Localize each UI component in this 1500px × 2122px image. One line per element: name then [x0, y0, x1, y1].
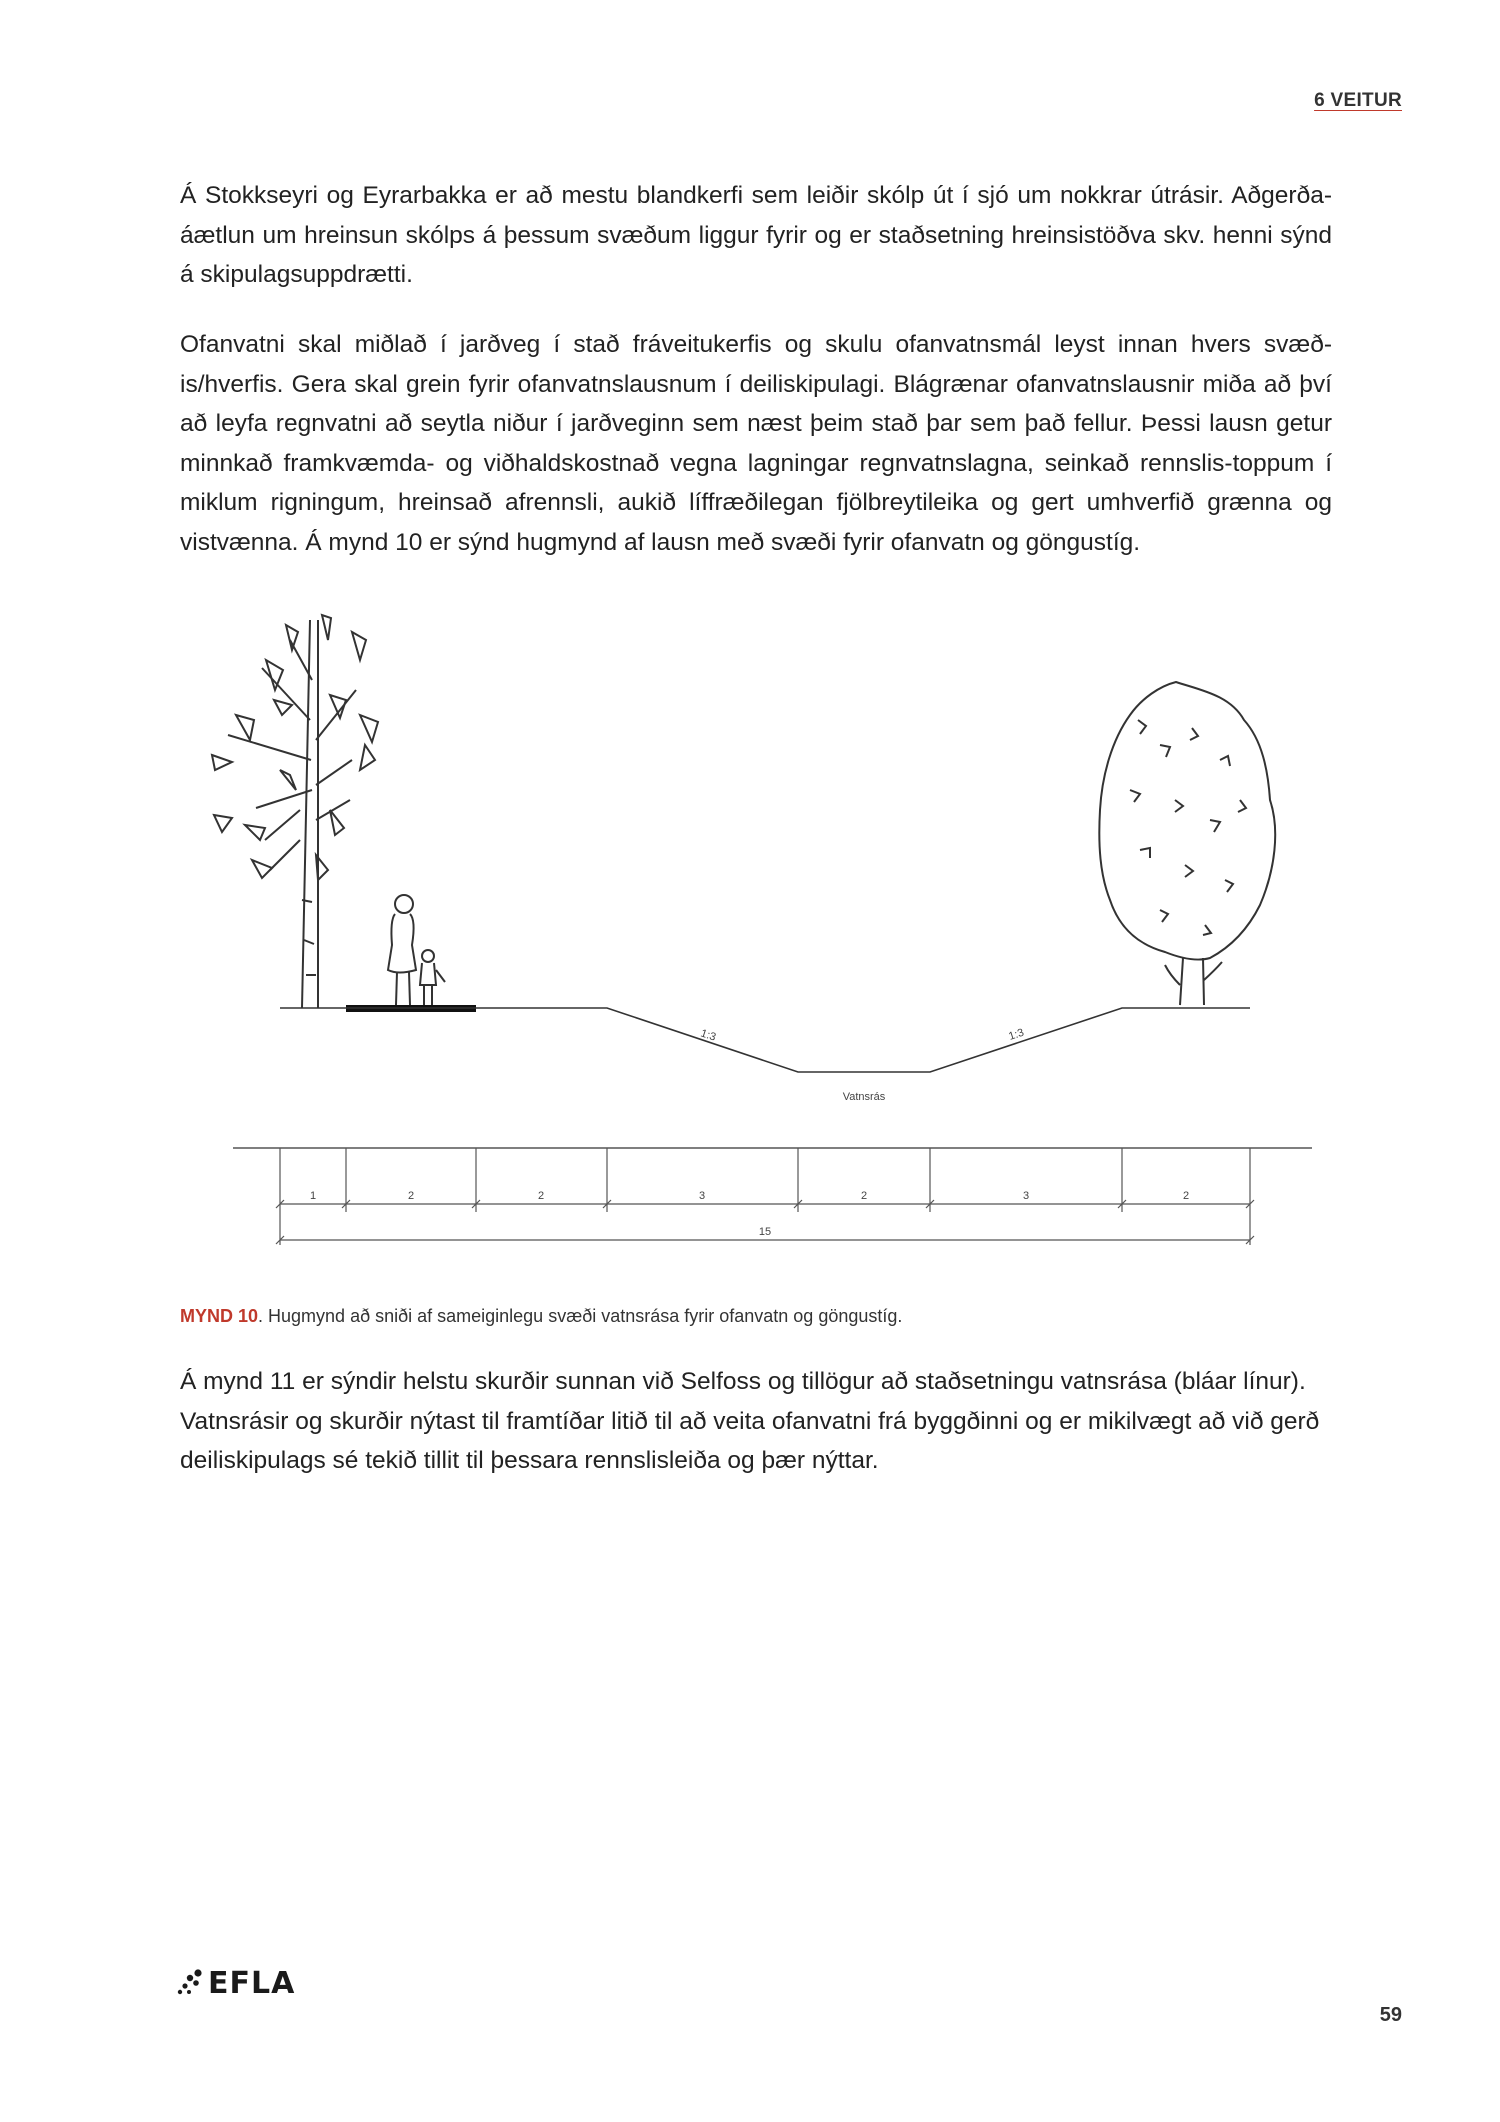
figure-caption-label: MYND 10	[180, 1306, 259, 1326]
paragraph-stokkseyri: Á Stokkseyri og Eyrarbakka er að mestu blandkerfi sem leiðir skólp út í sjó um nokkrar útrásir. Aðgerða-áætlun um hreinsun skólps á þessum svæðum liggur fyrir og er staðsetning hreinsistöðva skv. henni sýnd á skipulagsuppdrætti.	[180, 182, 1332, 288]
efla-dots-icon	[176, 1968, 204, 1998]
segment-label: 2	[860, 1190, 868, 1202]
logo-text: EFLA	[208, 1965, 296, 2001]
segment-label: 3	[1022, 1190, 1030, 1202]
segment-label: 1	[309, 1190, 317, 1202]
total-dimension-label: 15	[758, 1226, 772, 1238]
dimension-ticks	[276, 1148, 1254, 1245]
section-header: 6 VEITUR	[1314, 90, 1402, 111]
channel-label: Vatnsrás	[842, 1091, 886, 1103]
slope-right-label: 1:3	[1007, 1026, 1026, 1043]
paragraph-ofanvatn: Ofanvatni skal miðlað í jarðveg í stað fráveitukerfis og skulu ofanvatnsmál leyst innan hvers svæð-is/hverfis. Gera skal grein fyrir ofanvatnslausnum í deiliskipulagi. Blágrænar ofanvatnslausnir miða að því að leyfa regnvatni að seytla niður í jarðveginn sem næst þeim stað þar sem það fellur. Þessi lausn getur minnkað framkvæmda- og viðhaldskostnað vegna lagningar regnvatnslagna, seinkað rennslis-toppum í miklum rigningum, hreinsað afrennsli, aukið líffræðilegan fjölbreytileika og gert umhverfið grænna og vistvænna. Á mynd 10 er sýnd hugmynd af lausn með svæði fyrir ofanvatn og göngustíg.	[180, 331, 1332, 556]
segment-label: 2	[1182, 1190, 1190, 1202]
paragraph-mynd-11: Á mynd 11 er sýndir helstu skurðir sunnan við Selfoss og tillögur að staðsetningu vatnsrása (bláar línur). Vatnsrásir og skurðir nýtast til framtíðar litið til að veita ofanvatni frá byggðinni og er mikilvægt að við gerð deiliskipulags sé tekið tillit til þessara rennslisleiða og þær nýttar.	[180, 1368, 1320, 1474]
segment-label: 2	[537, 1190, 545, 1202]
efla-logo	[176, 1962, 295, 2004]
figure-caption	[180, 1306, 902, 1327]
segment-label: 3	[698, 1190, 706, 1202]
figure-caption-text: . Hugmynd að sniði af sameiginlegu svæði vatnsrása fyrir ofanvatn og göngustíg.	[258, 1306, 903, 1326]
person-with-child-illustration	[388, 895, 445, 1005]
slope-left-label: 1:3	[699, 1027, 718, 1044]
birch-tree-illustration	[212, 615, 378, 1008]
deciduous-tree-illustration	[1099, 682, 1275, 1005]
ground-profile-line	[280, 1008, 1250, 1072]
footpath-bar	[346, 1005, 476, 1012]
page-number: 59	[1379, 2004, 1402, 2026]
segment-label: 2	[407, 1190, 415, 1202]
